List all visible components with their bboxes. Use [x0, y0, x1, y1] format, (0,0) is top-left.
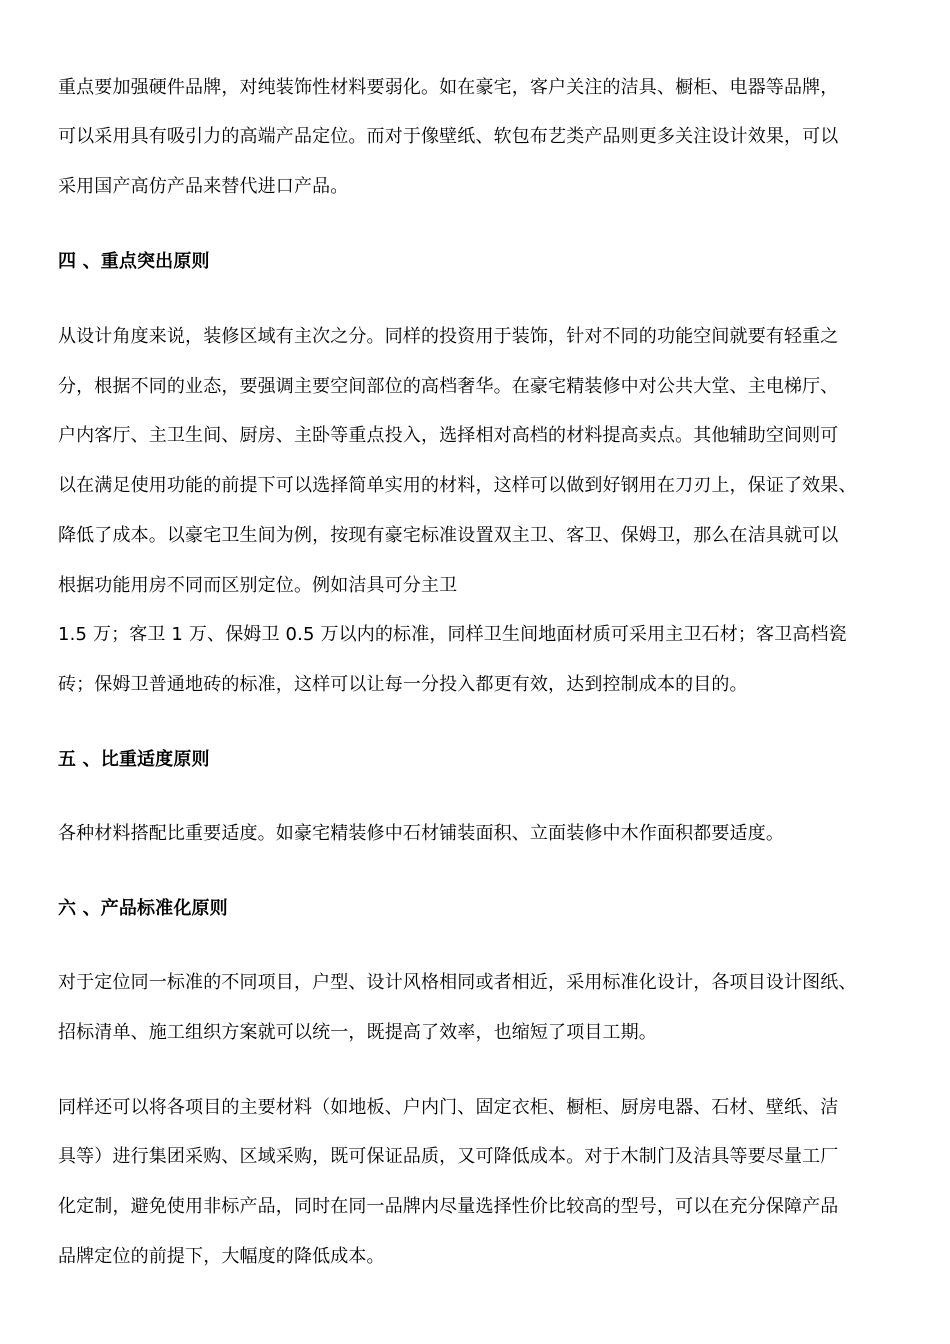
section-heading-4: 四 、重点突出原则	[58, 251, 210, 272]
paragraph-line: 对于定位同一标准的不同项目，户型、设计风格相同或者相近，采用标准化设计，各项目设计图纸、	[58, 972, 857, 993]
paragraph-line: 招标清单、施工组织方案就可以统一，既提高了效率，也缩短了项目工期。	[58, 1022, 657, 1043]
paragraph-line: 各种材料搭配比重要适度。如豪宅精装修中石材铺装面积、立面装修中木作面积都要适度。	[58, 823, 784, 844]
section-heading-5: 五 、比重适度原则	[58, 749, 210, 770]
paragraph-line: 分，根据不同的业态，要强调主要空间部位的高档奢华。在豪宅精装修中对公共大堂、主电梯厅、	[58, 376, 839, 397]
paragraph-line: 户内客厅、主卫生间、厨房、主卧等重点投入，选择相对高档的材料提高卖点。其他辅助空间则可	[58, 425, 839, 446]
section-heading-6: 六 、产品标准化原则	[58, 898, 228, 919]
paragraph-line: 1.5 万；客卫 1 万、保姆卫 0.5 万以内的标准，同样卫生间地面材质可采用主卫石材；客卫高档瓷	[58, 624, 847, 645]
paragraph-line: 具等）进行集团采购、区域采购，既可保证品质，又可降低成本。对于木制门及洁具等要尽量工厂	[58, 1146, 839, 1167]
paragraph-line: 化定制，避免使用非标产品，同时在同一品牌内尽量选择性价比较高的型号，可以在充分保障产品	[58, 1196, 839, 1217]
paragraph-line: 品牌定位的前提下，大幅度的降低成本。	[58, 1246, 385, 1267]
paragraph-line: 重点要加强硬件品牌，对纯装饰性材料要弱化。如在豪宅，客户关注的洁具、橱柜、电器等品牌，	[58, 77, 839, 98]
paragraph-line: 从设计角度来说，装修区域有主次之分。同样的投资用于装饰，针对不同的功能空间就要有轻重之	[58, 326, 839, 347]
paragraph-line: 砖；保姆卫普通地砖的标准，这样可以让每一分投入都更有效，达到控制成本的目的。	[58, 674, 748, 695]
paragraph-line: 降低了成本。以豪宅卫生间为例，按现有豪宅标准设置双主卫、客卫、保姆卫，那么在洁具就可以	[58, 525, 839, 546]
paragraph-line: 以在满足使用功能的前提下可以选择简单实用的材料，这样可以做到好钢用在刀刃上，保证了效果、	[58, 475, 857, 496]
paragraph-line: 采用国产高仿产品来替代进口产品。	[58, 176, 349, 197]
paragraph-line: 可以采用具有吸引力的高端产品定位。而对于像壁纸、软包布艺类产品则更多关注设计效果，可以	[58, 126, 839, 147]
paragraph-line: 同样还可以将各项目的主要材料（如地板、户内门、固定衣柜、橱柜、厨房电器、石材、壁纸、洁	[58, 1097, 839, 1118]
paragraph-line: 根据功能用房不同而区别定位。例如洁具可分主卫	[58, 575, 458, 596]
